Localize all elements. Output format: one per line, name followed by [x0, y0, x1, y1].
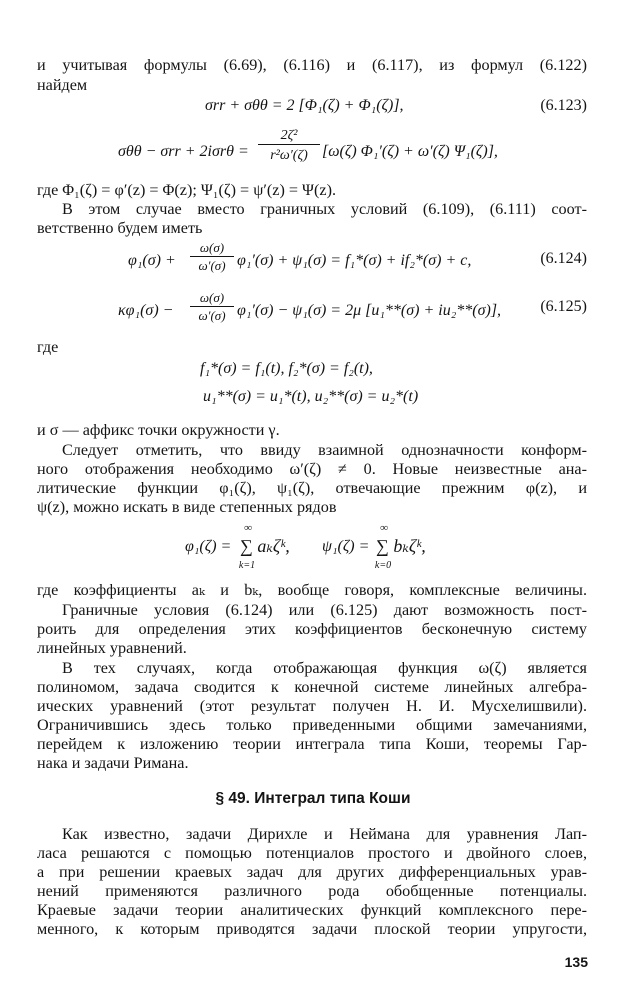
- equation-number: (6.124): [540, 250, 587, 267]
- sum-lower-limit: k=0: [374, 560, 392, 571]
- fraction-denominator: ω′(σ): [198, 258, 226, 273]
- equation-6-124-part: φ₁(σ) +: [128, 252, 176, 269]
- equation-6-124-part: φ₁′(σ) + ψ₁(σ) = f₁*(σ) + if₂*(σ) + c,: [237, 252, 472, 269]
- page-number: 135: [564, 954, 588, 970]
- text-line: менного, к которым приводятся задачи плоской теории упругости,: [37, 920, 587, 938]
- fraction-numerator: ω(σ): [190, 290, 234, 307]
- text-line: где: [37, 338, 59, 356]
- sum-lower-limit: k=1: [238, 560, 256, 571]
- text-line: а при решении краевых задач для других дифференциальных урав-: [37, 863, 587, 881]
- text-line: ψ(z), можно искать в виде степенных рядов: [37, 498, 337, 516]
- text-line: роить для определения этих коэффициентов бесконечную систему: [37, 620, 587, 638]
- fraction-denominator: r²ω′(ζ): [270, 148, 308, 163]
- text-line: где Φ₁(ζ) = φ′(z) = Φ(z); Ψ₁(ζ) = ψ′(z) = Ψ(z).: [37, 181, 337, 199]
- text-line: и σ — аффикс точки окружности γ.: [37, 421, 280, 439]
- text-line: нака и задачи Римана.: [37, 754, 189, 772]
- equation-6-125-part: κφ₁(σ) −: [118, 302, 174, 319]
- text-line: где коэффициенты aₖ и bₖ, вообще говоря, комплексные величины.: [37, 581, 587, 599]
- equation-shear-left: σθθ − σrr + 2iσrθ =: [118, 143, 249, 160]
- text-line: Следует отметить, что ввиду взаимной однозначности конформ-: [62, 441, 587, 459]
- series-sum: ∑ bₖζᵏ,: [376, 536, 426, 556]
- text-line: Граничные условия (6.124) или (6.125) дают возможность пост-: [62, 601, 587, 619]
- equation-shear-right: [ω(ζ) Φ₁′(ζ) + ω′(ζ) Ψ₁(ζ)],: [322, 143, 498, 160]
- text-line: Краевые задачи теории аналитических функций комплексного пере-: [37, 901, 587, 919]
- series-psi: ψ₁(ζ) =: [322, 538, 370, 555]
- fraction-numerator: ω(σ): [190, 240, 234, 257]
- equation-number: (6.125): [540, 298, 587, 315]
- text-line: литические функции φ₁(ζ), ψ₁(ζ), отвечающие прежним φ(z), и: [37, 479, 587, 497]
- text-line: ических уравнений (этот результат получен Н. И. Мусхелишвили).: [37, 697, 587, 715]
- equation-6-123: σrr + σθθ = 2 [Φ₁(ζ) + Φ₁(ζ)],: [205, 97, 404, 114]
- sum-upper-limit: ∞: [380, 522, 388, 534]
- text-line: В тех случаях, когда отображающая функция ω(ζ) является: [62, 659, 587, 677]
- text-line: перейдем к изложению теории интеграла типа Коши, теоремы Гар-: [37, 735, 587, 753]
- definition-line: f₁*(σ) = f₁(t), f₂*(σ) = f₂(t),: [200, 360, 373, 377]
- text-line: нений применяются различного рода обобщенные потенциалы.: [37, 882, 587, 900]
- series-phi: φ₁(ζ) =: [185, 538, 232, 555]
- series-sum: ∑ aₖζᵏ,: [240, 536, 290, 556]
- equation-number: (6.123): [540, 97, 587, 114]
- text-line: ласа решаются с помощью потенциалов простого и двойного слоев,: [37, 844, 587, 862]
- sum-upper-limit: ∞: [244, 522, 252, 534]
- text-line: полиномом, задача сводится к конечной системе линейных алгебра-: [37, 678, 587, 696]
- text-line: ветственно будем иметь: [37, 219, 203, 237]
- definition-line: u₁**(σ) = u₁*(t), u₂**(σ) = u₂*(t): [203, 388, 419, 405]
- text-line: линейных уравнений.: [37, 639, 187, 657]
- text-line: В этом случае вместо граничных условий (6.109), (6.111) соот-: [62, 200, 587, 218]
- fraction-denominator: ω′(σ): [198, 308, 226, 323]
- equation-6-125-part: φ₁′(σ) − ψ₁(σ) = 2μ [u₁**(σ) + iu₂**(σ)],: [237, 302, 502, 319]
- section-heading: § 49. Интеграл типа Коши: [215, 790, 411, 807]
- text-line: и учитывая формулы (6.69), (6.116) и (6.117), из формул (6.122): [37, 56, 587, 74]
- text-line: Ограничившись здесь только приведенными общими замечаниями,: [37, 716, 587, 734]
- text-line: ного отображения необходимо ω′(ζ) ≠ 0. Новые неизвестные ана-: [37, 460, 587, 478]
- fraction-numerator: 2ζ²: [258, 128, 320, 145]
- text-line: найдем: [37, 76, 88, 94]
- text-line: Как известно, задачи Дирихле и Неймана для уравнения Лап-: [62, 825, 587, 843]
